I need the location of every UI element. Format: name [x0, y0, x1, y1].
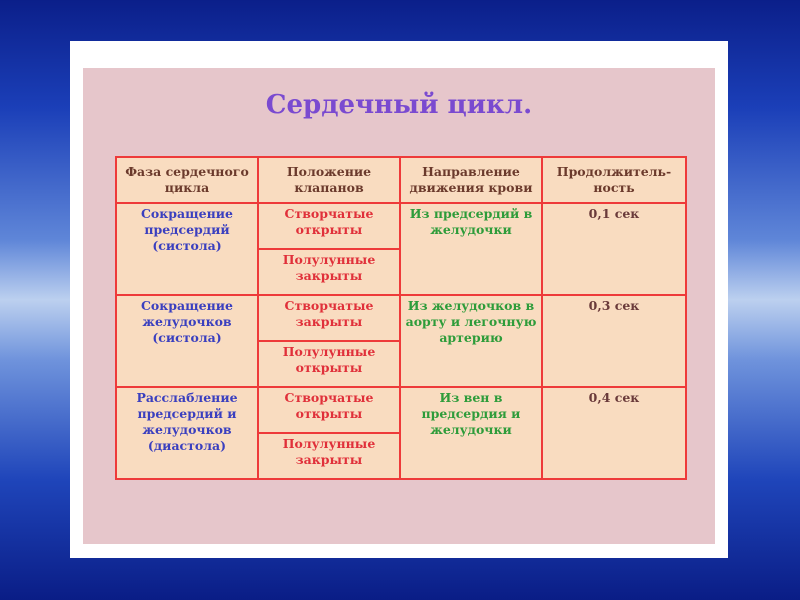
phase-cell: Сокращение предсердий (систола): [116, 203, 258, 295]
header-direction: Направление движения крови: [400, 157, 542, 203]
direction-cell: Из предсердий в желудочки: [400, 203, 542, 295]
header-phase: Фаза сердечного цикла: [116, 157, 258, 203]
header-duration: Продолжитель-ность: [542, 157, 686, 203]
table-row: [116, 387, 686, 433]
phase-cell: Расслабление предсердий и желудочков (диастола): [116, 387, 258, 479]
valve-cell: Створчатые открыты: [258, 203, 400, 249]
valve-cell: Створчатые закрыты: [258, 295, 400, 341]
slide-panel: [83, 68, 715, 544]
duration-cell: 0,4 сек: [542, 387, 686, 479]
valve-cell: Створчатые открыты: [258, 387, 400, 433]
duration-cell: 0,3 сек: [542, 295, 686, 387]
table-row: [116, 295, 686, 341]
slide-title: Сердечный цикл.: [265, 90, 533, 120]
duration-cell: 0,1 сек: [542, 203, 686, 295]
valve-cell: Полулунные закрыты: [258, 433, 400, 479]
table-header-row: [116, 157, 686, 203]
slide-frame: [70, 41, 728, 558]
cardiac-cycle-table: [115, 156, 687, 480]
direction-cell: Из желудочков в аорту и легочную артерию: [400, 295, 542, 387]
direction-cell: Из вен в предсердия и желудочки: [400, 387, 542, 479]
table-row: [116, 203, 686, 249]
valve-cell: Полулунные закрыты: [258, 249, 400, 295]
valve-cell: Полулунные открыты: [258, 341, 400, 387]
header-valves: Положение клапанов: [258, 157, 400, 203]
phase-cell: Сокращение желудочков (систола): [116, 295, 258, 387]
